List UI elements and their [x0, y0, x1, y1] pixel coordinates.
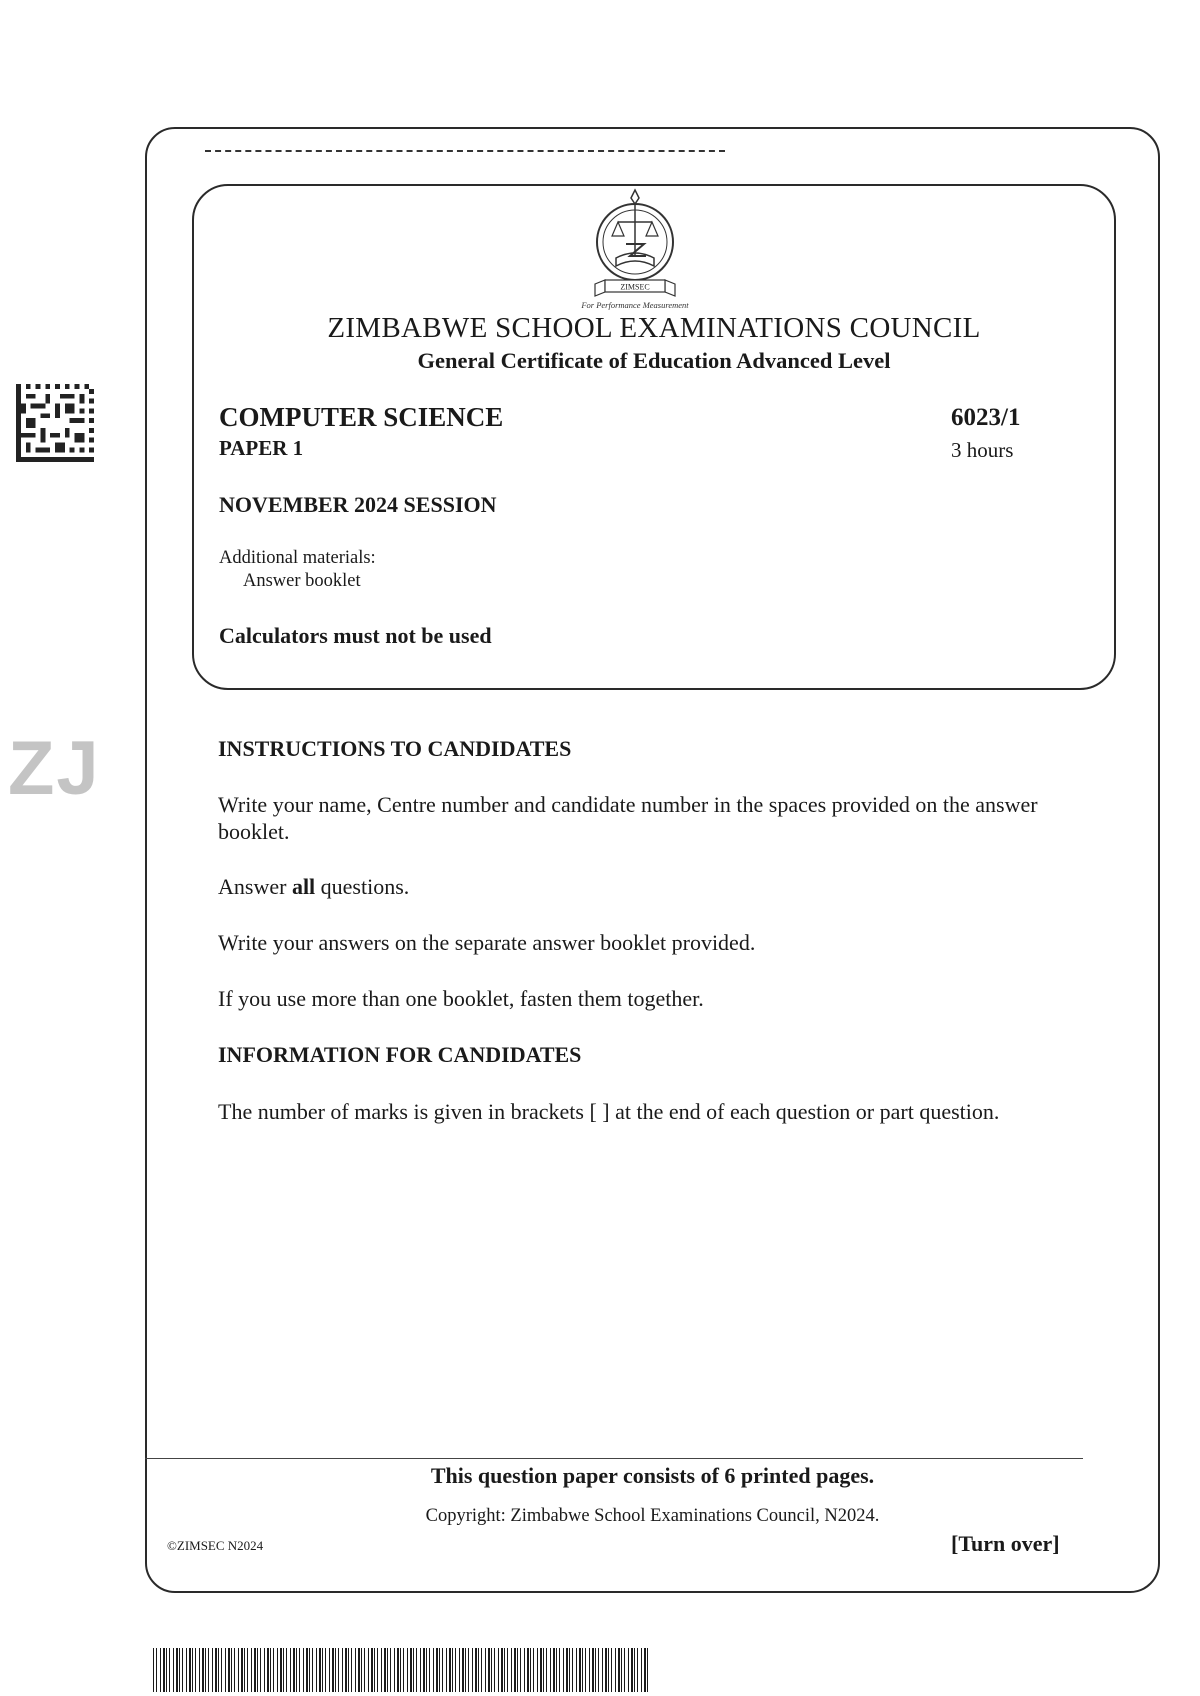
barcode-bar [556, 1648, 557, 1692]
barcode-bar [312, 1648, 313, 1692]
pages-note: This question paper consists of 6 printed pages. [430, 1463, 875, 1488]
barcode-bar [329, 1648, 330, 1692]
barcode-bar [647, 1648, 648, 1692]
barcode-bar [228, 1648, 230, 1692]
barcode-bar [429, 1648, 430, 1692]
barcode-bar [293, 1648, 295, 1692]
information-heading: INFORMATION FOR CANDIDATES [218, 1042, 582, 1067]
instruction-line [218, 873, 1088, 900]
emblem-label: ZIMSEC [620, 282, 650, 292]
barcode-bar [186, 1648, 187, 1692]
barcode-bar [488, 1648, 490, 1692]
barcode-bar [449, 1648, 451, 1692]
barcode-bar [426, 1648, 427, 1692]
barcode-bar [540, 1648, 542, 1692]
barcode-bar [332, 1648, 334, 1692]
barcode-bar [342, 1648, 343, 1692]
barcode-bar [280, 1648, 282, 1692]
barcode-bar [381, 1648, 382, 1692]
barcode-bar [361, 1648, 362, 1692]
barcode-bar [504, 1648, 505, 1692]
barcode-bar [286, 1648, 287, 1692]
barcode-bar [579, 1648, 581, 1692]
instruction-line: If you use more than one booklet, fasten them together. [218, 986, 704, 1011]
information-line: The number of marks is given in brackets [ ] at the end of each question or part question. [218, 1099, 1000, 1124]
barcode-bar [514, 1648, 516, 1692]
barcode-bar [608, 1648, 609, 1692]
barcode-bar [212, 1648, 213, 1692]
barcode-bar [605, 1648, 607, 1692]
barcode-bar [410, 1648, 412, 1692]
barcode-bar [569, 1648, 570, 1692]
barcode-bar [202, 1648, 204, 1692]
barcode-bar [290, 1648, 291, 1692]
barcode-bar [205, 1648, 206, 1692]
barcode-bar [182, 1648, 183, 1692]
barcode-bar [475, 1648, 477, 1692]
barcode-bar [322, 1648, 323, 1692]
zimsec-emblem-icon [560, 186, 710, 312]
barcode-bar [400, 1648, 401, 1692]
materials-heading: Additional materials: [219, 548, 376, 568]
barcode-bar [384, 1648, 386, 1692]
barcode-bar [153, 1648, 154, 1692]
barcode-bar [553, 1648, 555, 1692]
exam-session: NOVEMBER 2024 SESSION [219, 492, 497, 517]
datamatrix-code-icon [16, 384, 94, 462]
materials-item: Answer booklet [243, 571, 361, 591]
barcode-bar [611, 1648, 612, 1692]
barcode-bar [221, 1648, 222, 1692]
instruction-emphasis: all [291, 874, 316, 899]
barcode-bar [459, 1648, 460, 1692]
barcode-bar [641, 1648, 642, 1692]
barcode-bar [446, 1648, 447, 1692]
barcode-bar [644, 1648, 646, 1692]
barcode-bar [455, 1648, 456, 1692]
margin-letters: ZJ [8, 726, 101, 811]
barcode-bar [413, 1648, 414, 1692]
barcode-bar [303, 1648, 304, 1692]
barcode-bar [283, 1648, 284, 1692]
barcode-bar [576, 1648, 577, 1692]
barcode-bar [624, 1648, 625, 1692]
barcode-bar [309, 1648, 310, 1692]
barcode-bar [397, 1648, 399, 1692]
barcode-bar [374, 1648, 375, 1692]
barcode-bar [319, 1648, 321, 1692]
barcode-bar [192, 1648, 193, 1692]
barcode-bar [462, 1648, 464, 1692]
barcode-bar [338, 1648, 339, 1692]
barcode-bar [257, 1648, 258, 1692]
barcode-bar [407, 1648, 408, 1692]
copyright-notice: Copyright: Zimbabwe School Examinations Council, N2024. [425, 1506, 880, 1526]
barcode-bar [423, 1648, 425, 1692]
barcode-bar [377, 1648, 378, 1692]
barcode-bar [439, 1648, 440, 1692]
barcode-bar [416, 1648, 417, 1692]
barcode-bar [251, 1648, 252, 1692]
barcode-bar [241, 1648, 243, 1692]
barcode-bar [270, 1648, 271, 1692]
barcode-bar [296, 1648, 297, 1692]
barcode-bar [348, 1648, 349, 1692]
barcode-bar [351, 1648, 352, 1692]
barcode-bar [491, 1648, 492, 1692]
barcode-bar [517, 1648, 518, 1692]
barcode-bar [306, 1648, 308, 1692]
barcode-bar [478, 1648, 479, 1692]
barcode-bar [501, 1648, 503, 1692]
barcode-bar [533, 1648, 534, 1692]
barcode-bar [387, 1648, 388, 1692]
barcode-bar [277, 1648, 278, 1692]
barcode-bar [156, 1648, 157, 1692]
barcode-bar [485, 1648, 486, 1692]
barcode-bar [498, 1648, 499, 1692]
barcode-bar [390, 1648, 391, 1692]
barcode-bar [634, 1648, 635, 1692]
barcode-bar [598, 1648, 599, 1692]
barcode-bar [225, 1648, 226, 1692]
barcode-bar [520, 1648, 521, 1692]
barcode-bar [527, 1648, 529, 1692]
barcode-bar [394, 1648, 395, 1692]
barcode-bar [465, 1648, 466, 1692]
barcode-bar [592, 1648, 594, 1692]
instruction-text: questions. [315, 874, 410, 899]
council-name: ZIMBABWE SCHOOL EXAMINATIONS COUNCIL [327, 312, 981, 344]
top-dashed-line [205, 150, 725, 152]
barcode-bar [163, 1648, 165, 1692]
barcode-bar [585, 1648, 586, 1692]
barcode-bar [589, 1648, 590, 1692]
barcode-bar [218, 1648, 219, 1692]
barcode-bar [238, 1648, 239, 1692]
barcode-bar [507, 1648, 508, 1692]
barcode-bar [325, 1648, 326, 1692]
barcode-bar [615, 1648, 616, 1692]
barcode-bar [199, 1648, 200, 1692]
barcode-bar [472, 1648, 473, 1692]
qualification-level: General Certificate of Education Advanced Level [417, 348, 891, 373]
barcode-bar [368, 1648, 369, 1692]
barcode-bar [481, 1648, 482, 1692]
footer-code: ©ZIMSEC N2024 [167, 1538, 264, 1553]
barcode-bar [595, 1648, 596, 1692]
barcode-bar [316, 1648, 317, 1692]
barcode-bar [208, 1648, 209, 1692]
barcode-bar [468, 1648, 469, 1692]
barcode-bar [169, 1648, 170, 1692]
barcode-bar [618, 1648, 620, 1692]
instruction-line: Write your answers on the separate answer booklet provided. [218, 930, 756, 955]
barcode-bar [260, 1648, 261, 1692]
barcode-bar [543, 1648, 544, 1692]
barcode-bar [364, 1648, 365, 1692]
instruction-text: Answer [218, 874, 292, 899]
barcode-bar [355, 1648, 356, 1692]
turn-over-note: [Turn over] [951, 1531, 1060, 1556]
barcode-bar [511, 1648, 512, 1692]
calculator-notice: Calculators must not be used [219, 623, 492, 648]
barcode-bar [559, 1648, 560, 1692]
barcode-bar [195, 1648, 196, 1692]
barcode-bar [358, 1648, 360, 1692]
barcode-bar [546, 1648, 547, 1692]
barcode-bar [452, 1648, 453, 1692]
barcode-bar [537, 1648, 538, 1692]
barcode-bar [566, 1648, 568, 1692]
barcode-bar [254, 1648, 256, 1692]
barcode-bar [494, 1648, 495, 1692]
footer-divider [145, 1458, 1083, 1459]
barcode-bar [582, 1648, 583, 1692]
barcode-bar [166, 1648, 167, 1692]
barcode-bar [631, 1648, 633, 1692]
barcode-bar [550, 1648, 551, 1692]
paper-code: 6023/1 [951, 404, 1021, 431]
barcode-bar [244, 1648, 245, 1692]
instructions-heading: INSTRUCTIONS TO CANDIDATES [218, 736, 572, 761]
barcode-bar [189, 1648, 191, 1692]
barcode-bar [628, 1648, 629, 1692]
barcode-bar [179, 1648, 180, 1692]
barcode-bar [371, 1648, 373, 1692]
barcode-bar [433, 1648, 434, 1692]
barcode-bar [335, 1648, 336, 1692]
barcode-bar [524, 1648, 525, 1692]
barcode-bar [403, 1648, 404, 1692]
barcode-bar [420, 1648, 421, 1692]
barcode-bar [176, 1648, 178, 1692]
barcode-icon [153, 1648, 648, 1692]
barcode-bar [247, 1648, 248, 1692]
barcode-bar [267, 1648, 269, 1692]
paper-number: PAPER 1 [219, 436, 304, 460]
barcode-bar [602, 1648, 603, 1692]
barcode-bar [234, 1648, 235, 1692]
barcode-bar [442, 1648, 443, 1692]
exam-duration: 3 hours [951, 438, 1014, 462]
barcode-bar [345, 1648, 347, 1692]
subject-title: COMPUTER SCIENCE [219, 402, 504, 432]
barcode-bar [621, 1648, 622, 1692]
barcode-bar [173, 1648, 174, 1692]
barcode-bar [436, 1648, 438, 1692]
barcode-bar [563, 1648, 564, 1692]
barcode-bar [572, 1648, 573, 1692]
barcode-bar [231, 1648, 232, 1692]
barcode-bar [299, 1648, 300, 1692]
barcode-bar [530, 1648, 531, 1692]
barcode-bar [160, 1648, 161, 1692]
barcode-bar [215, 1648, 217, 1692]
barcode-bar [273, 1648, 274, 1692]
instruction-line: Write your name, Centre number and candidate number in the spaces provided on the answer booklet. [218, 792, 1038, 844]
emblem-motto: For Performance Measurement [581, 300, 689, 310]
barcode-bar [637, 1648, 638, 1692]
barcode-bar [264, 1648, 265, 1692]
